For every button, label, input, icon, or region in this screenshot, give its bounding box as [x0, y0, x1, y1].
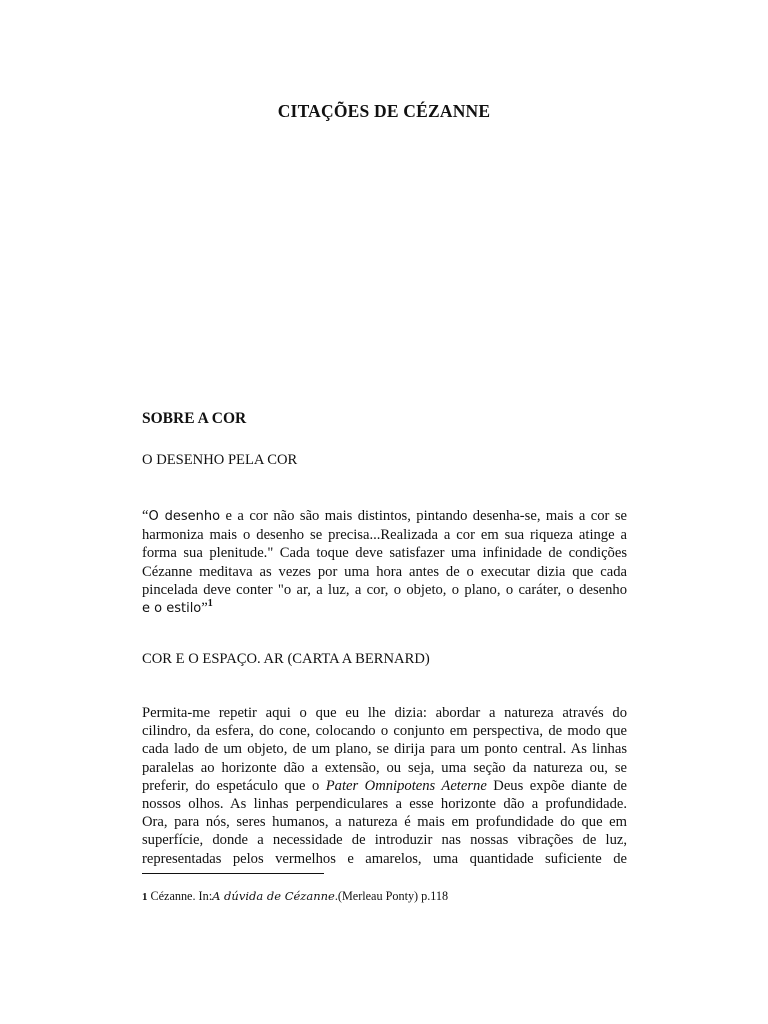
paragraph-line: Cézanne meditava as vezes por uma hora antes de o executar dizia que cada	[142, 563, 627, 580]
paragraph-line: paralelas ao horizonte dão a extensão, ou seja, uma seção da natureza ou, se	[142, 759, 627, 776]
line-text: Deus expõe diante de	[486, 777, 627, 794]
paragraph-line: cilindro, da esfera, do cone, colocando o conjunto em perspectiva, de modo que	[142, 723, 627, 740]
paragraph-line	[142, 777, 627, 795]
paragraph-line: harmoniza mais o desenho se precisa...Realizada a cor em sua riqueza atinge a	[142, 527, 627, 544]
footnote-work-title: A dúvida de Cézanne	[212, 889, 335, 903]
quote-first-word: O desenho	[148, 509, 221, 524]
footnote-suffix: .(Merleau Ponty) p.118	[334, 889, 449, 903]
paragraph-line: superfície, donde a necessidade de introduzir nas nossas vibrações de luz,	[142, 832, 627, 849]
paragraph-line: representadas pelos vermelhos e amarelos, uma quantidade suficiente de	[142, 850, 627, 867]
paragraph-line: pincelada deve conter "o ar, a luz, a cor, o objeto, o plano, o caráter, o desenho	[142, 581, 627, 598]
close-quote-mark: ”	[201, 600, 208, 617]
paragraph-line	[142, 507, 627, 526]
subheading-desenho-pela-cor: O DESENHO PELA COR	[142, 452, 298, 468]
line-text: preferir, do espetáculo que o	[142, 777, 326, 794]
footnote-reference[interactable]: 1	[207, 598, 213, 610]
paragraph-line: cada lado de um objeto, de um plano, se dirija para um ponto central. As linhas	[142, 741, 627, 758]
quote-last-words: e o estilo	[142, 601, 202, 617]
page-title: CITAÇÕES DE CÉZANNE	[277, 101, 491, 121]
quote-paragraph-1	[142, 507, 627, 618]
quote-paragraph-2	[142, 704, 627, 868]
footnote-divider	[142, 873, 324, 874]
paragraph-line: Ora, para nós, seres humanos, a natureza é mais em profundidade do que em	[142, 814, 627, 831]
paragraph-line: forma sua plenitude." Cada toque deve satisfazer uma infinidade de condições	[142, 545, 627, 562]
footnote-prefix: Cézanne. In:	[150, 889, 213, 903]
footnote-number: 1	[142, 891, 148, 903]
open-quote-mark: “	[142, 508, 149, 524]
paragraph-line: nossos olhos. As linhas perpendiculares a esse horizonte dão a profundidade.	[142, 796, 627, 813]
paragraph-line	[142, 599, 627, 618]
section-heading: SOBRE A COR	[142, 410, 247, 427]
quote-first-line-rest: e a cor não são mais distintos, pintando desenha-se, mais a cor se	[220, 508, 627, 524]
subheading-cor-e-o-espaco: COR E O ESPAÇO. AR (CARTA A BERNARD)	[142, 651, 430, 667]
paragraph-line: Permita-me repetir aqui o que eu lhe dizia: abordar a natureza através do	[142, 705, 627, 721]
footnote	[142, 889, 448, 904]
latin-phrase: Pater Omnipotens Aeterne	[325, 777, 487, 794]
